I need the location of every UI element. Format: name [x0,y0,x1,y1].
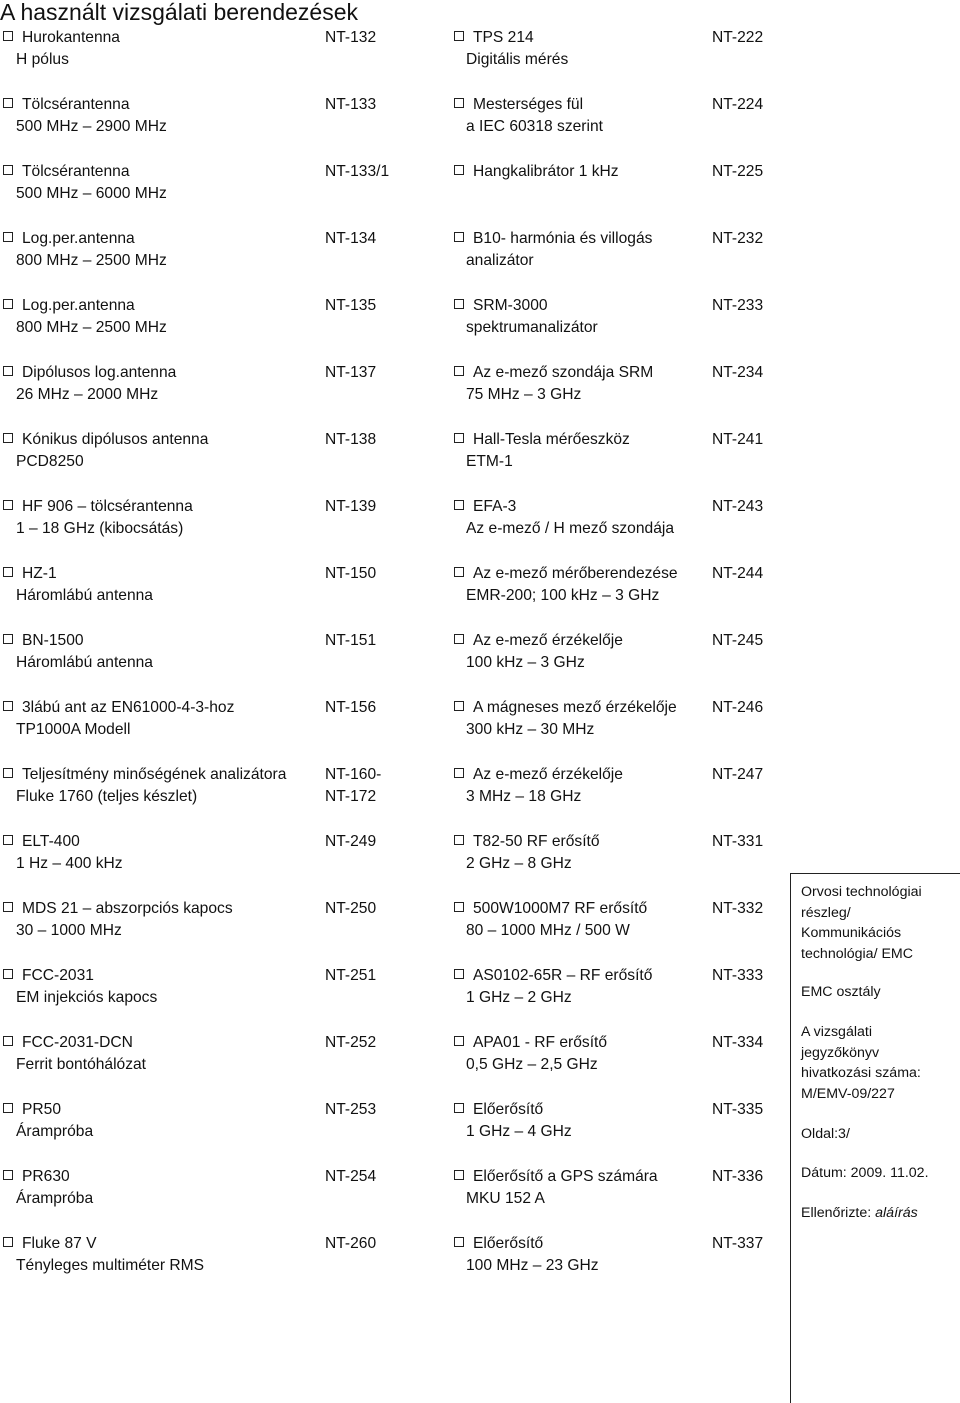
equipment-name: TPS 214 [473,28,534,46]
checked-by-label: Ellenőrizte: [801,1205,872,1221]
signature: aláírás [875,1205,918,1221]
equipment-left-name [2,563,57,585]
equipment-name: HZ-1 [22,564,57,582]
equipment-right-name [453,697,677,719]
equipment-name: Dipólusos log.antenna [22,363,177,381]
equipment-right-code: NT-232 [712,229,764,247]
checkbox-icon[interactable] [3,1036,13,1046]
equipment-left-name [2,295,135,317]
checkbox-icon[interactable] [454,433,464,443]
equipment-right-detail: 0,5 GHz – 2,5 GHz [466,1055,598,1073]
equipment-left-detail: 1 – 18 GHz (kibocsátás) [16,519,184,537]
equipment-left-code: NT-133/1 [325,162,390,180]
equipment-right-detail: spektrumanalizátor [466,318,598,336]
equipment-left-detail: Fluke 1760 (teljes készlet) [16,787,198,805]
checkbox-icon[interactable] [3,1170,13,1180]
equipment-left-code: NT-160- [325,765,382,783]
equipment-name: ELT-400 [22,832,80,850]
checkbox-icon[interactable] [454,1036,464,1046]
equipment-left-code-cont: NT-172 [325,787,377,805]
equipment-left-code: NT-134 [325,229,377,247]
equipment-right-name [453,1032,607,1054]
equipment-left-detail: 30 – 1000 MHz [16,921,122,939]
equipment-right-detail: 300 kHz – 30 MHz [466,720,595,738]
checkbox-icon[interactable] [3,701,13,711]
equipment-left-code: NT-249 [325,832,377,850]
equipment-name: Előerősítő a GPS számára [473,1167,658,1185]
equipment-right-code: NT-224 [712,95,764,113]
equipment-right-code: NT-245 [712,631,764,649]
equipment-name: Előerősítő [473,1100,544,1118]
equipment-right-detail: ETM-1 [466,452,513,470]
equipment-left-code: NT-135 [325,296,377,314]
equipment-name: HF 906 – tölcsérantenna [22,497,193,515]
equipment-left-detail: TP1000A Modell [16,720,131,738]
department-line: technológia/ EMC [801,945,913,962]
equipment-right-name [453,295,548,317]
equipment-left-name [2,362,176,384]
equipment-name: 500W1000M7 RF erősítő [473,899,648,917]
checkbox-icon[interactable] [3,835,13,845]
checkbox-icon[interactable] [3,500,13,510]
equipment-left-detail: 800 MHz – 2500 MHz [16,318,167,336]
equipment-left-name [2,27,120,49]
equipment-left-code: NT-250 [325,899,377,917]
checkbox-icon[interactable] [3,1103,13,1113]
equipment-right-code: NT-234 [712,363,764,381]
checkbox-icon[interactable] [454,299,464,309]
checkbox-icon[interactable] [454,1237,464,1247]
equipment-name: BN-1500 [22,631,84,649]
equipment-right-detail: Digitális mérés [466,50,569,68]
reference-line: jegyzőkönyv [801,1044,880,1061]
equipment-right-name [453,429,630,451]
checkbox-icon[interactable] [454,31,464,41]
equipment-right-name [453,27,534,49]
equipment-right-code: NT-332 [712,899,764,917]
equipment-left-code: NT-254 [325,1167,377,1185]
equipment-left-detail: 500 MHz – 6000 MHz [16,184,167,202]
equipment-left-detail: Tényleges multiméter RMS [16,1256,205,1274]
equipment-name: Tölcsérantenna [22,162,130,180]
checkbox-icon[interactable] [454,969,464,979]
equipment-right-code: NT-222 [712,28,764,46]
equipment-right-code: NT-331 [712,832,764,850]
equipment-left-code: NT-150 [325,564,377,582]
equipment-left-detail: PCD8250 [16,452,84,470]
equipment-left-code: NT-151 [325,631,377,649]
equipment-left-detail: Árampróba [16,1122,94,1140]
equipment-left-detail: Háromlábú antenna [16,586,153,604]
equipment-left-code: NT-138 [325,430,377,448]
equipment-left-name [2,1233,97,1255]
equipment-name: EFA-3 [473,497,517,515]
equipment-left-detail: EM injekciós kapocs [16,988,158,1006]
checkbox-icon[interactable] [454,567,464,577]
equipment-name: Hurokantenna [22,28,120,46]
equipment-left-name [2,764,286,786]
equipment-left-code: NT-156 [325,698,377,716]
checkbox-icon[interactable] [3,165,13,175]
equipment-right-detail: 75 MHz – 3 GHz [466,385,582,403]
equipment-right-code: NT-225 [712,162,764,180]
equipment-name: T82-50 RF erősítő [473,832,600,850]
equipment-right-name [453,496,516,518]
equipment-left-name [2,1166,70,1188]
equipment-left-code: NT-253 [325,1100,377,1118]
equipment-left-detail: Árampróba [16,1189,94,1207]
checkbox-icon[interactable] [3,98,13,108]
checkbox-icon[interactable] [3,1237,13,1247]
equipment-left-name [2,1032,133,1054]
equipment-name: Az e-mező érzékelője [473,765,623,783]
equipment-left-detail: Ferrit bontóhálózat [16,1055,147,1073]
equipment-name: PR630 [22,1167,70,1185]
equipment-name: Tölcsérantenna [22,95,130,113]
equipment-left-name [2,161,130,183]
equipment-name: FCC-2031 [22,966,94,984]
checkbox-icon[interactable] [3,299,13,309]
equipment-left-detail: 26 MHz – 2000 MHz [16,385,159,403]
checkbox-icon[interactable] [454,98,464,108]
equipment-right-name [453,362,653,384]
equipment-left-name [2,965,94,987]
equipment-name: Mesterséges fül [473,95,584,113]
checkbox-icon[interactable] [454,1103,464,1113]
equipment-right-name [453,1099,543,1121]
equipment-right-code: NT-334 [712,1033,764,1051]
equipment-left-name [2,697,234,719]
department-line: részleg/ [801,904,851,921]
equipment-right-name [453,898,647,920]
equipment-right-code: NT-246 [712,698,764,716]
equipment-left-name [2,94,130,116]
equipment-name: AS0102-65R – RF erősítő [473,966,653,984]
reference-number: M/EMV-09/227 [801,1085,895,1102]
department-line: Orvosi technológiai [801,884,922,900]
checkbox-icon[interactable] [454,835,464,845]
equipment-right-detail: 100 kHz – 3 GHz [466,653,585,671]
equipment-right-name [453,1233,543,1255]
equipment-name: PR50 [22,1100,62,1118]
equipment-name: B10- harmónia és villogás [473,229,653,247]
equipment-right-code: NT-337 [712,1234,764,1252]
equipment-name: 3lábú ant az EN61000-4-3-hoz [22,698,235,716]
equipment-left-detail: H pólus [16,50,69,68]
equipment-name: Az e-mező szondája SRM [473,363,654,381]
equipment-right-name [453,630,623,652]
checkbox-icon[interactable] [454,500,464,510]
equipment-left-name [2,228,135,250]
checkbox-icon[interactable] [454,902,464,912]
equipment-left-code: NT-133 [325,95,377,113]
document-date: Dátum: 2009. 11.02. [801,1165,929,1181]
checkbox-icon[interactable] [454,366,464,376]
reference-line: A vizsgálati [801,1024,872,1040]
equipment-name: Fluke 87 V [22,1234,97,1252]
equipment-name: Hangkalibrátor 1 kHz [473,162,619,180]
equipment-right-detail: 100 MHz – 23 GHz [466,1256,599,1274]
checkbox-icon[interactable] [3,768,13,778]
checkbox-icon[interactable] [454,701,464,711]
equipment-left-code: NT-132 [325,28,377,46]
equipment-left-detail: Háromlábú antenna [16,653,153,671]
equipment-right-name [453,965,652,987]
equipment-right-code: NT-247 [712,765,764,783]
equipment-right-name [453,831,600,853]
checkbox-icon[interactable] [3,433,13,443]
equipment-right-code: NT-335 [712,1100,764,1118]
equipment-left-name [2,898,233,920]
equipment-left-detail: 1 Hz – 400 kHz [16,854,123,872]
equipment-right-detail: MKU 152 A [466,1189,545,1207]
checkbox-icon[interactable] [3,567,13,577]
checkbox-icon[interactable] [454,768,464,778]
equipment-name: Teljesítmény minőségének analizátora [22,765,287,783]
equipment-right-detail: a IEC 60318 szerint [466,117,603,135]
equipment-left-code: NT-137 [325,363,377,381]
equipment-right-name [453,1166,658,1188]
equipment-name: A mágneses mező érzékelője [473,698,677,716]
equipment-right-code: NT-244 [712,564,764,582]
equipment-left-code: NT-251 [325,966,377,984]
equipment-right-detail: 2 GHz – 8 GHz [466,854,572,872]
equipment-right-code: NT-241 [712,430,764,448]
checkbox-icon[interactable] [3,902,13,912]
page-number: Oldal:3/ [801,1126,850,1142]
equipment-right-detail: Az e-mező / H mező szondája [466,519,675,537]
equipment-right-detail: 80 – 1000 MHz / 500 W [466,921,630,939]
checkbox-icon[interactable] [454,165,464,175]
equipment-left-code: NT-139 [325,497,377,515]
equipment-name: APA01 - RF erősítő [473,1033,608,1051]
equipment-name: Hall-Tesla mérőeszköz [473,430,630,448]
equipment-right-detail: 1 GHz – 2 GHz [466,988,572,1006]
equipment-right-detail: analizátor [466,251,534,269]
equipment-right-detail: 3 MHz – 18 GHz [466,787,582,805]
checkbox-icon[interactable] [454,634,464,644]
equipment-name: Log.per.antenna [22,296,135,314]
equipment-name: Előerősítő [473,1234,544,1252]
equipment-right-detail: 1 GHz – 4 GHz [466,1122,572,1140]
equipment-right-name [453,94,583,116]
equipment-name: SRM-3000 [473,296,548,314]
section-name: EMC osztály [801,984,881,1000]
equipment-name: MDS 21 – abszorpciós kapocs [22,899,233,917]
checkbox-icon[interactable] [3,31,13,41]
checkbox-icon[interactable] [454,1170,464,1180]
equipment-left-name [2,429,208,451]
page-title: A használt vizsgálati berendezések [0,0,358,25]
equipment-left-detail: 800 MHz – 2500 MHz [16,251,167,269]
equipment-right-name [453,161,619,183]
report-reference [801,1022,921,1104]
document-info-box [790,873,960,1403]
equipment-right-name [453,764,623,786]
equipment-name: Az e-mező érzékelője [473,631,623,649]
department-line: Kommunikációs [801,925,902,941]
equipment-right-name [453,228,652,250]
equipment-right-code: NT-333 [712,966,764,984]
checkbox-icon[interactable] [3,634,13,644]
checkbox-icon[interactable] [454,232,464,242]
equipment-right-name [453,563,678,585]
checkbox-icon[interactable] [3,969,13,979]
department-info [801,882,922,964]
equipment-left-name [2,630,84,652]
checked-by [801,1203,918,1224]
equipment-left-name [2,1099,61,1121]
equipment-name: FCC-2031-DCN [22,1033,133,1051]
equipment-right-code: NT-233 [712,296,764,314]
equipment-left-detail: 500 MHz – 2900 MHz [16,117,167,135]
equipment-left-code: NT-252 [325,1033,377,1051]
equipment-right-detail: EMR-200; 100 kHz – 3 GHz [466,586,660,604]
reference-line: hivatkozási száma: [801,1065,921,1081]
equipment-name: Az e-mező mérőberendezése [473,564,678,582]
equipment-left-code: NT-260 [325,1234,377,1252]
checkbox-icon[interactable] [3,232,13,242]
equipment-left-name [2,496,193,518]
equipment-name: Log.per.antenna [22,229,135,247]
equipment-right-code: NT-336 [712,1167,764,1185]
equipment-left-name [2,831,80,853]
equipment-name: Kónikus dipólusos antenna [22,430,209,448]
equipment-right-code: NT-243 [712,497,764,515]
checkbox-icon[interactable] [3,366,13,376]
